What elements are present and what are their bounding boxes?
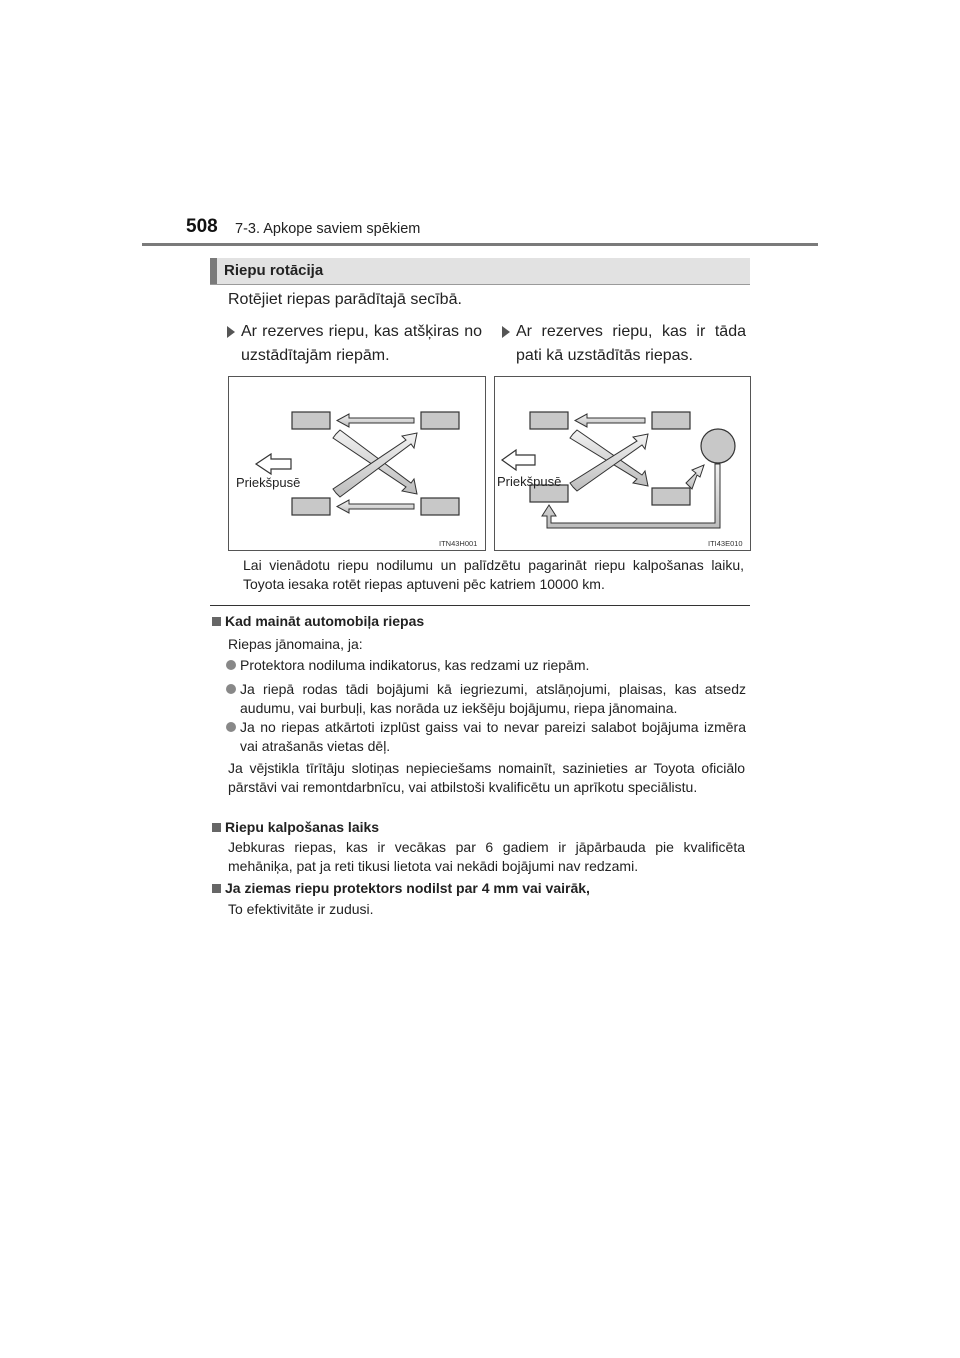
rotation-diagram-graphic <box>229 377 485 550</box>
chapter-title: 7-3. Apkope saviem spēkiem <box>235 221 421 237</box>
list-item <box>226 718 746 756</box>
list-item <box>226 656 746 675</box>
square-bullet-icon <box>212 823 221 832</box>
note-heading-text: Kad maināt automobiļa riepas <box>225 613 425 629</box>
tire-front-left <box>530 412 568 429</box>
list-item-text: Ja no riepas atkārtoti izplūst gaiss vai to nevar pareizi salabot bojājuma izmēra vai atrašanās vietas dēļ. <box>240 719 746 754</box>
option-text: Ar rezerves riepu, kas atšķiras no uzstādītajām riepām. <box>241 323 482 364</box>
list-item-text: Protektora nodiluma indikatorus, kas redzami uz riepām. <box>240 657 590 673</box>
front-label: Priekšpusē <box>236 475 301 490</box>
section-title: Riepu rotācija <box>224 262 324 279</box>
front-label: Priekšpusē <box>497 474 562 489</box>
winter-note: To efektivitāte ir zudusi. <box>228 901 374 917</box>
note-heading-life <box>212 818 379 837</box>
square-bullet-icon <box>212 884 221 893</box>
front-arrow-icon <box>256 454 291 474</box>
note-heading-winter <box>212 879 590 898</box>
section-intro: Rotējiet riepas parādītajā secībā. <box>228 291 462 308</box>
tire-rear-right <box>652 488 690 505</box>
tire-front-left <box>292 412 330 429</box>
arrow-to-spare <box>686 465 704 489</box>
spare-tire <box>701 429 735 463</box>
tire-rear-right <box>421 498 459 515</box>
arrow-top <box>337 414 414 427</box>
round-bullet-icon <box>226 660 236 670</box>
front-arrow-icon <box>502 450 535 470</box>
round-bullet-icon <box>226 684 236 694</box>
arrow-top <box>575 414 645 427</box>
section-accent <box>210 258 217 284</box>
tire-front-right <box>652 412 690 429</box>
list-item <box>226 680 746 718</box>
option-text: Ar rezerves riepu, kas ir tāda pati kā uzstādītās riepas. <box>516 323 746 364</box>
life-note: Jebkuras riepas, kas ir vecākas par 6 gadiem ir jāpārbauda pie kvalificēta mehāniķa, pat ja reti tikusi lietota vai nekādi bojājumi nav redzami. <box>228 839 745 874</box>
page-number: 508 <box>186 216 218 237</box>
rotation-diagram-same-spare <box>494 376 751 551</box>
tire-front-right <box>421 412 459 429</box>
list-item-text: Ja riepā rodas tādi bojājumi kā iegriezumi, atslāņojumi, plaisas, kas atsedz audumu, vai burbuļi, kas norāda uz iekšēju bojājumu, riepa jānomaina. <box>240 681 746 716</box>
wiper-note: Ja vējstikla tīrītāju slotiņas nepieciešams nomainīt, sazinieties ar Toyota oficiālo pārstāvi vai remontdarbnīcu, vai atbilstoši kvalificētu un aprīkotu speciālistu. <box>228 760 745 795</box>
square-bullet-icon <box>212 617 221 626</box>
section-title-bar <box>210 258 750 285</box>
round-bullet-icon <box>226 722 236 732</box>
note-heading-change <box>212 612 424 631</box>
note-heading-text: Ja ziemas riepu protektors nodilst par 4 mm vai vairāk, <box>225 880 590 896</box>
option-different-spare <box>227 320 482 368</box>
triangle-bullet-icon <box>227 326 235 338</box>
figure-caption: Lai vienādotu riepu nodilumu un palīdzētu pagarināt riepu kalpošanas laiku, Toyota iesaka rotēt riepas aptuveni pēc katriem 10000 km. <box>243 557 744 592</box>
option-same-spare <box>502 320 746 368</box>
note-heading-text: Riepu kalpošanas laiks <box>225 819 380 835</box>
tire-rear-left <box>292 498 330 515</box>
figure-code: ITI43E010 <box>708 539 743 548</box>
figure-code: ITN43H001 <box>439 539 478 548</box>
rotation-diagram-different-spare <box>228 376 486 551</box>
section-divider <box>210 605 750 606</box>
header-divider <box>142 243 818 246</box>
triangle-bullet-icon <box>502 326 510 338</box>
note-lead: Riepas jānomaina, ja: <box>228 636 363 652</box>
rotation-diagram-graphic <box>495 377 750 550</box>
arrow-bottom <box>337 500 414 513</box>
